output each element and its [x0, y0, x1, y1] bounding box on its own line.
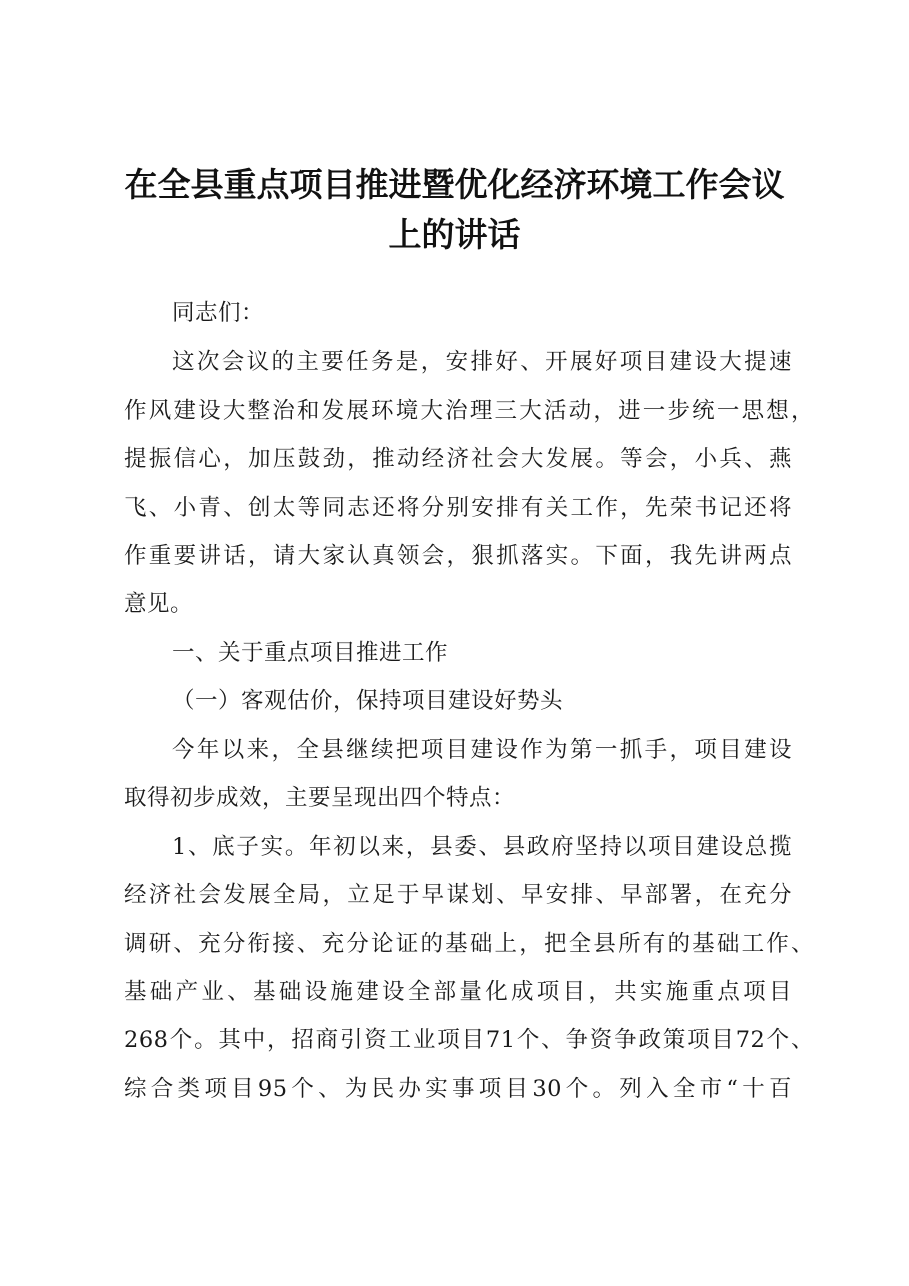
paragraph-line: 意见。	[124, 591, 194, 617]
paragraph-line: 基础产业、基础设施建设全部量化成项目，共实施重点项目	[124, 979, 792, 1005]
paragraph-line: 268个。其中，招商引资工业项目71个、争资争政策项目72个、	[124, 1027, 814, 1053]
paragraph-line: 取得初步成效，主要呈现出四个特点：	[124, 785, 516, 811]
paragraph-line: 经济社会发展全局，立足于早谋划、早安排、早部署，在充分	[124, 882, 792, 908]
paragraph-line: 今年以来，全县继续把项目建设作为第一抓手，项目建设	[172, 737, 792, 763]
subsection-heading: （一）客观估价，保持项目建设好势头	[172, 688, 564, 714]
paragraph-line: 综合类项目95个、为民办实事项目30个。列入全市“十百	[124, 1076, 792, 1102]
paragraph-line: 作重要讲话，请大家认真领会，狠抓落实。下面，我先讲两点	[124, 543, 792, 569]
section-heading: 一、关于重点项目推进工作	[172, 640, 449, 666]
salutation: 同志们：	[172, 300, 265, 326]
paragraph-line: 这次会议的主要任务是，安排好、开展好项目建设大提速	[172, 349, 792, 375]
paragraph-line: 作风建设大整治和发展环境大治理三大活动，进一步统一思想，	[124, 398, 814, 424]
paragraph-line: 调研、充分衔接、充分论证的基础上，把全县所有的基础工作、	[124, 931, 814, 957]
paragraph-line: 1、底子实。年初以来，县委、县政府坚持以项目建设总揽	[172, 834, 792, 860]
paragraph-line: 提振信心，加压鼓劲，推动经济社会大发展。等会，小兵、燕	[124, 446, 792, 472]
document-title-line-2: 上的讲话	[388, 215, 521, 254]
document-title-line-1: 在全县重点项目推进暨优化经济环境工作会议	[124, 165, 785, 204]
paragraph-line: 飞、小青、创太等同志还将分别安排有关工作，先荣书记还将	[124, 495, 792, 521]
